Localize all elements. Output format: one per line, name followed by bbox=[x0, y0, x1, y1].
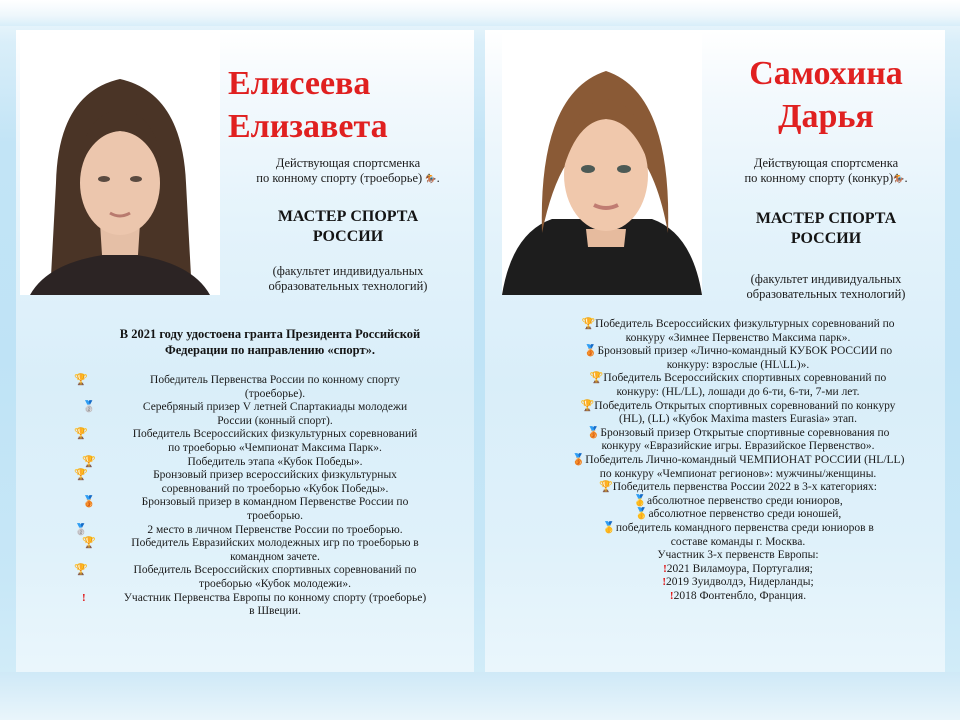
achievement-line: (HL), (LL) «Кубок Maxima masters Eurasia» этап. bbox=[619, 413, 857, 426]
name-line-1: Самохина bbox=[749, 55, 903, 92]
portrait-left-illustration bbox=[20, 33, 220, 295]
top-band bbox=[0, 0, 960, 26]
bronze-medal-icon: 🥉 bbox=[571, 453, 586, 466]
name-line-1: Елисеева bbox=[228, 65, 371, 102]
gold-cup-icon: 🏆 bbox=[74, 428, 88, 441]
faculty-left bbox=[228, 264, 468, 294]
rank-right bbox=[716, 209, 936, 249]
bronze-medal-icon: 🥉 bbox=[583, 345, 598, 358]
achievement-line: по конкуру «Чемпионат регионов»: мужчины/женщины. bbox=[599, 467, 877, 480]
achievement-line: конкуру: (HL/LL), лошади до 6-ти, 6-ти, 7-ми лет. bbox=[616, 385, 860, 398]
achievement-line: соревнований по троеборью «Кубок Победы». bbox=[161, 482, 389, 495]
achievements-list-left bbox=[62, 374, 466, 619]
achievements-list-right bbox=[532, 318, 944, 603]
achievement-line: составе команды г. Москва. bbox=[670, 535, 806, 548]
achievement-line: конкуру: взрослые (HL\LL)». bbox=[666, 358, 810, 371]
achievement-line: абсолютное первенство среди юниоров, bbox=[646, 494, 843, 507]
bronze-medal-icon: 🥉 bbox=[82, 496, 96, 509]
achievement-line: Победитель этапа «Кубок Победы». bbox=[187, 455, 363, 468]
name-line-2: Елизавета bbox=[228, 108, 388, 145]
achievement-line: Участник 3-х первенств Европы: bbox=[657, 549, 819, 562]
achievement-item bbox=[62, 456, 466, 470]
achievement-item bbox=[532, 522, 944, 549]
achievement-item bbox=[62, 496, 466, 523]
gold-cup-icon: 🏆 bbox=[74, 374, 88, 386]
achievement-line: Победитель Всероссийских физкультурных соревнований по bbox=[595, 318, 895, 330]
achievement-item bbox=[532, 495, 944, 509]
achievement-line: (троеборье). bbox=[244, 387, 306, 400]
grant-statement bbox=[80, 326, 460, 358]
desc-line-2: по конному спорту (конкур) bbox=[744, 171, 894, 185]
exclamation-icon: ! bbox=[669, 589, 674, 602]
athlete-description-right: Действующая спортсменка по конному спорту (конкур)🏇. bbox=[716, 156, 936, 187]
gold-cup-icon: 🏆 bbox=[74, 469, 88, 482]
bronze-medal-icon: 🥉 bbox=[586, 426, 601, 439]
achievement-line: Победитель Первенства России по конному спорту bbox=[150, 374, 400, 386]
portrait-photo-right bbox=[502, 33, 702, 295]
faculty-line-2: образовательных технологий) bbox=[268, 279, 428, 293]
achievement-line: Победитель Евразийских молодежных игр по троеборью в bbox=[131, 537, 419, 550]
achievement-line: 2019 Зуидволдэ, Нидерланды; bbox=[665, 576, 814, 589]
achievement-item bbox=[62, 469, 466, 496]
athlete-name-right bbox=[716, 52, 936, 138]
horse-rider-icon: 🏇 bbox=[425, 173, 437, 184]
achievement-line: Серебряный призер V летней Спартакиады молодежи bbox=[142, 401, 408, 414]
grant-line-2: Федерации по направлению «спорт». bbox=[165, 343, 375, 357]
gold-cup-icon: 🏆 bbox=[82, 455, 96, 468]
exclamation-icon: ! bbox=[82, 591, 86, 604]
achievement-line: Победитель первенства России 2022 в 3-х категориях: bbox=[612, 481, 877, 494]
gold-cup-icon: 🏆 bbox=[82, 537, 96, 550]
rank-line-2: РОССИИ bbox=[312, 228, 384, 245]
achievement-item bbox=[62, 537, 466, 564]
achievement-line: России (конный спорт). bbox=[217, 414, 333, 427]
achievement-line: 2018 Фонтенбло, Франция. bbox=[673, 589, 807, 602]
achievement-item bbox=[532, 549, 944, 563]
exclamation-icon: ! bbox=[663, 562, 667, 575]
rank-line-2: РОССИИ bbox=[790, 230, 862, 247]
portrait-photo-left bbox=[20, 33, 220, 295]
achievement-line: Победитель Всероссийских физкультурных соревнований bbox=[132, 428, 418, 441]
faculty-line-2: образовательных технологий) bbox=[746, 287, 906, 301]
achievement-line: конкуру «Зимнее Первенство Максима парк». bbox=[625, 331, 851, 344]
achievement-item bbox=[532, 454, 944, 481]
achievement-line: Бронзовый призер Открытые спортивные соревнования по bbox=[600, 426, 890, 439]
achievement-item bbox=[62, 401, 466, 428]
desc-line-2: по конному спорту (троеборье) bbox=[256, 171, 423, 185]
athlete-description-left: Действующая спортсменка по конному спорту (троеборье) 🏇. bbox=[228, 156, 468, 187]
rank-line-1: МАСТЕР СПОРТА bbox=[755, 210, 897, 227]
bottom-band bbox=[0, 672, 960, 720]
gold-medal-icon: 🥇 bbox=[633, 494, 647, 507]
achievement-line: по троеборью «Чемпионат Максима Парк». bbox=[168, 441, 382, 454]
achievement-line: Бронзовый призер «Лично-командный КУБОК РОССИИ по bbox=[597, 345, 893, 358]
gold-cup-icon: 🏆 bbox=[598, 481, 613, 494]
achievement-line: командном зачете. bbox=[230, 550, 320, 563]
grant-line-1: В 2021 году удостоена гранта Президента Российской bbox=[119, 327, 421, 341]
faculty-line-1: (факультет индивидуальных bbox=[750, 272, 902, 286]
achievement-line: Победитель Всероссийских спортивных соревнований по bbox=[603, 372, 887, 385]
desc-line-1: Действующая спортсменка bbox=[275, 156, 421, 170]
silver-medal-icon: 🥈 bbox=[82, 401, 96, 414]
achievement-line: в Швеции. bbox=[249, 605, 301, 618]
achievement-line: конкуру «Евразийские игры. Евразийское Первенство». bbox=[601, 440, 875, 453]
gold-medal-icon: 🥇 bbox=[634, 508, 649, 521]
achievement-item bbox=[62, 374, 466, 401]
achievement-item bbox=[532, 576, 944, 590]
achievement-line: победитель командного первенства среди юниоров в bbox=[615, 521, 874, 534]
achievement-item bbox=[532, 481, 944, 495]
rank-line-1: МАСТЕР СПОРТА bbox=[277, 208, 419, 225]
achievement-line: Победитель Лично-командный ЧЕМПИОНАТ РОССИИ (HL/LL) bbox=[585, 453, 905, 466]
achievement-item bbox=[532, 590, 944, 604]
achievement-line: 2 место в личном Первенстве России по троеборью. bbox=[147, 523, 403, 536]
achievement-line: троеборью «Кубок молодежи». bbox=[199, 577, 351, 590]
achievement-item bbox=[532, 427, 944, 454]
achievement-item bbox=[532, 318, 944, 345]
athlete-name-left bbox=[228, 62, 468, 148]
achievement-item bbox=[532, 345, 944, 372]
achievement-item bbox=[532, 508, 944, 522]
faculty-right bbox=[716, 272, 936, 302]
achievement-line: Бронзовый призер всероссийских физкультурных bbox=[153, 469, 397, 482]
achievement-line: Участник Первенства Европы по конному спорту (троеборье) bbox=[123, 591, 427, 604]
achievement-item bbox=[62, 428, 466, 455]
exclamation-icon: ! bbox=[662, 576, 666, 589]
achievement-item bbox=[532, 372, 944, 399]
gold-cup-icon: 🏆 bbox=[580, 399, 595, 412]
achievement-line: троеборью. bbox=[247, 509, 303, 522]
achievement-line: Победитель Открытых спортивных соревнований по конкуру bbox=[594, 399, 896, 412]
achievement-item bbox=[62, 524, 466, 538]
silver-medal-icon: 🥈 bbox=[74, 523, 88, 536]
achievement-item bbox=[532, 400, 944, 427]
name-line-2: Дарья bbox=[778, 98, 874, 135]
portrait-right-illustration bbox=[502, 33, 702, 295]
achievement-item bbox=[62, 592, 466, 619]
achievement-item bbox=[532, 563, 944, 577]
desc-line-1: Действующая спортсменка bbox=[753, 156, 899, 170]
achievement-line: Бронзовый призер в командном Первенстве России по bbox=[141, 496, 409, 509]
rank-left bbox=[228, 207, 468, 247]
faculty-line-1: (факультет индивидуальных bbox=[272, 264, 424, 278]
achievement-line: 2021 Виламоура, Португалия; bbox=[666, 562, 813, 575]
gold-cup-icon: 🏆 bbox=[74, 564, 88, 577]
gold-medal-icon: 🥇 bbox=[602, 521, 616, 534]
gold-cup-icon: 🏆 bbox=[581, 318, 596, 330]
achievement-line: Победитель Всероссийских спортивных соревнований по bbox=[133, 564, 417, 577]
horse-rider-icon: 🏇 bbox=[893, 173, 905, 184]
achievement-line: абсолютное первенство среди юношей, bbox=[648, 508, 842, 521]
gold-cup-icon: 🏆 bbox=[589, 372, 604, 385]
achievement-item bbox=[62, 564, 466, 591]
